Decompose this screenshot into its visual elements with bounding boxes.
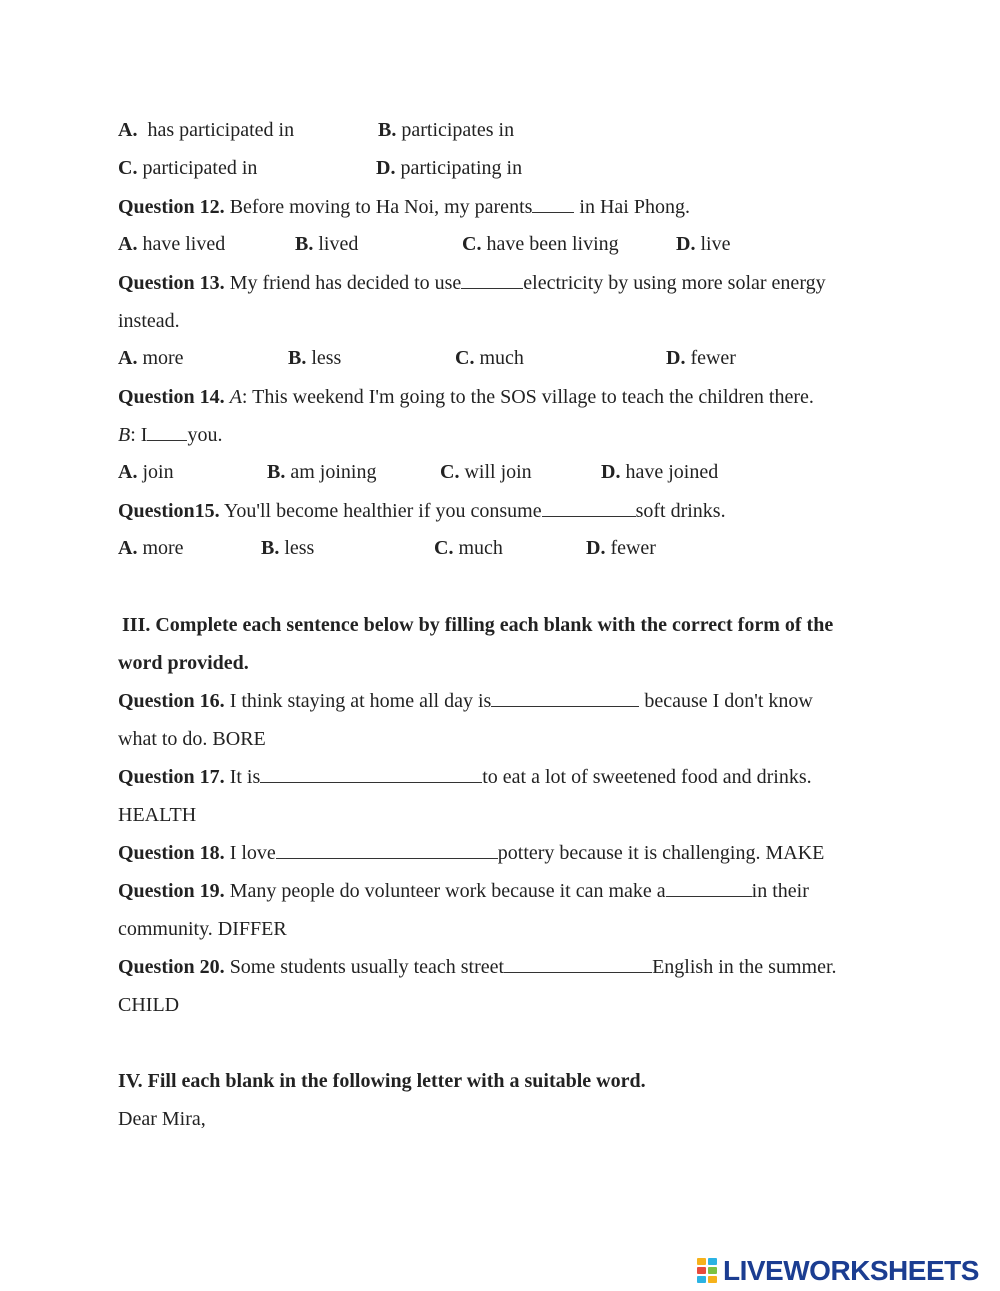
question-20: Question 20. Some students usually teach street English in the summer. xyxy=(118,956,837,978)
q13-option-a[interactable]: A. more xyxy=(118,347,184,369)
q12-option-b[interactable]: B. lived xyxy=(295,233,359,255)
q15-blank[interactable] xyxy=(542,499,636,517)
q15-option-a[interactable]: A. more xyxy=(118,537,184,559)
question-16: Question 16. I think staying at home all day is because I don't know xyxy=(118,690,813,712)
question-13: Question 13. My friend has decided to use electricity by using more solar energy xyxy=(118,272,826,294)
q15-option-b[interactable]: B. less xyxy=(261,537,315,559)
q20-blank[interactable] xyxy=(504,955,652,973)
q14-option-d[interactable]: D. have joined xyxy=(601,461,719,483)
liveworksheets-logo-text: LIVEWORKSHEETS xyxy=(723,1255,979,1286)
q12-option-d[interactable]: D. live xyxy=(676,233,731,255)
q20-continuation: CHILD xyxy=(118,994,180,1016)
q15-option-d[interactable]: D. fewer xyxy=(586,537,656,559)
q14-reply: B: I you. xyxy=(118,424,223,446)
q14-option-a[interactable]: A. join xyxy=(118,461,174,483)
q17-continuation: HEALTH xyxy=(118,804,197,826)
question-15: Question15. You'll become healthier if you consume soft drinks. xyxy=(118,500,726,522)
question-18: Question 18. I love pottery because it is challenging. MAKE xyxy=(118,842,825,864)
question-12: Question 12. Before moving to Ha Noi, my parents in Hai Phong. xyxy=(118,196,690,218)
q16-blank[interactable] xyxy=(491,689,639,707)
section-4-heading: IV. Fill each blank in the following letter with a suitable word. xyxy=(118,1070,646,1092)
q11-option-b[interactable]: B. participates in xyxy=(378,119,515,141)
q11-option-d[interactable]: D. participating in xyxy=(376,157,523,179)
question-17: Question 17. It is to eat a lot of sweetened food and drinks. xyxy=(118,766,812,788)
q15-option-c[interactable]: C. much xyxy=(434,537,503,559)
q11-option-a[interactable]: A. has participated in xyxy=(118,119,295,141)
q11-option-c[interactable]: C. participated in xyxy=(118,157,258,179)
q12-option-a[interactable]: A. have lived xyxy=(118,233,226,255)
letter-salutation: Dear Mira, xyxy=(118,1108,206,1130)
q13-option-d[interactable]: D. fewer xyxy=(666,347,736,369)
q19-blank[interactable] xyxy=(666,879,752,897)
question-14: Question 14. A: This weekend I'm going to the SOS village to teach the children there. xyxy=(118,386,814,408)
q13-option-b[interactable]: B. less xyxy=(288,347,342,369)
q13-option-c[interactable]: C. much xyxy=(455,347,524,369)
q17-blank[interactable] xyxy=(260,765,482,783)
q19-continuation: community. DIFFER xyxy=(118,918,287,940)
liveworksheets-logo-icon xyxy=(697,1258,719,1284)
section-3-heading: III. Complete each sentence below by filling each blank with the correct form of the xyxy=(122,614,834,636)
q18-blank[interactable] xyxy=(276,841,498,859)
q12-blank[interactable] xyxy=(532,195,574,213)
q14-blank[interactable] xyxy=(147,423,187,441)
q13-blank[interactable] xyxy=(461,271,523,289)
q14-option-c[interactable]: C. will join xyxy=(440,461,532,483)
section-3-heading-cont: word provided. xyxy=(118,652,249,674)
q12-option-c[interactable]: C. have been living xyxy=(462,233,619,255)
q14-option-b[interactable]: B. am joining xyxy=(267,461,377,483)
question-19: Question 19. Many people do volunteer work because it can make a in their xyxy=(118,880,809,902)
liveworksheets-logo xyxy=(697,1254,979,1288)
q16-continuation: what to do. BORE xyxy=(118,728,266,750)
q13-continuation: instead. xyxy=(118,310,180,332)
